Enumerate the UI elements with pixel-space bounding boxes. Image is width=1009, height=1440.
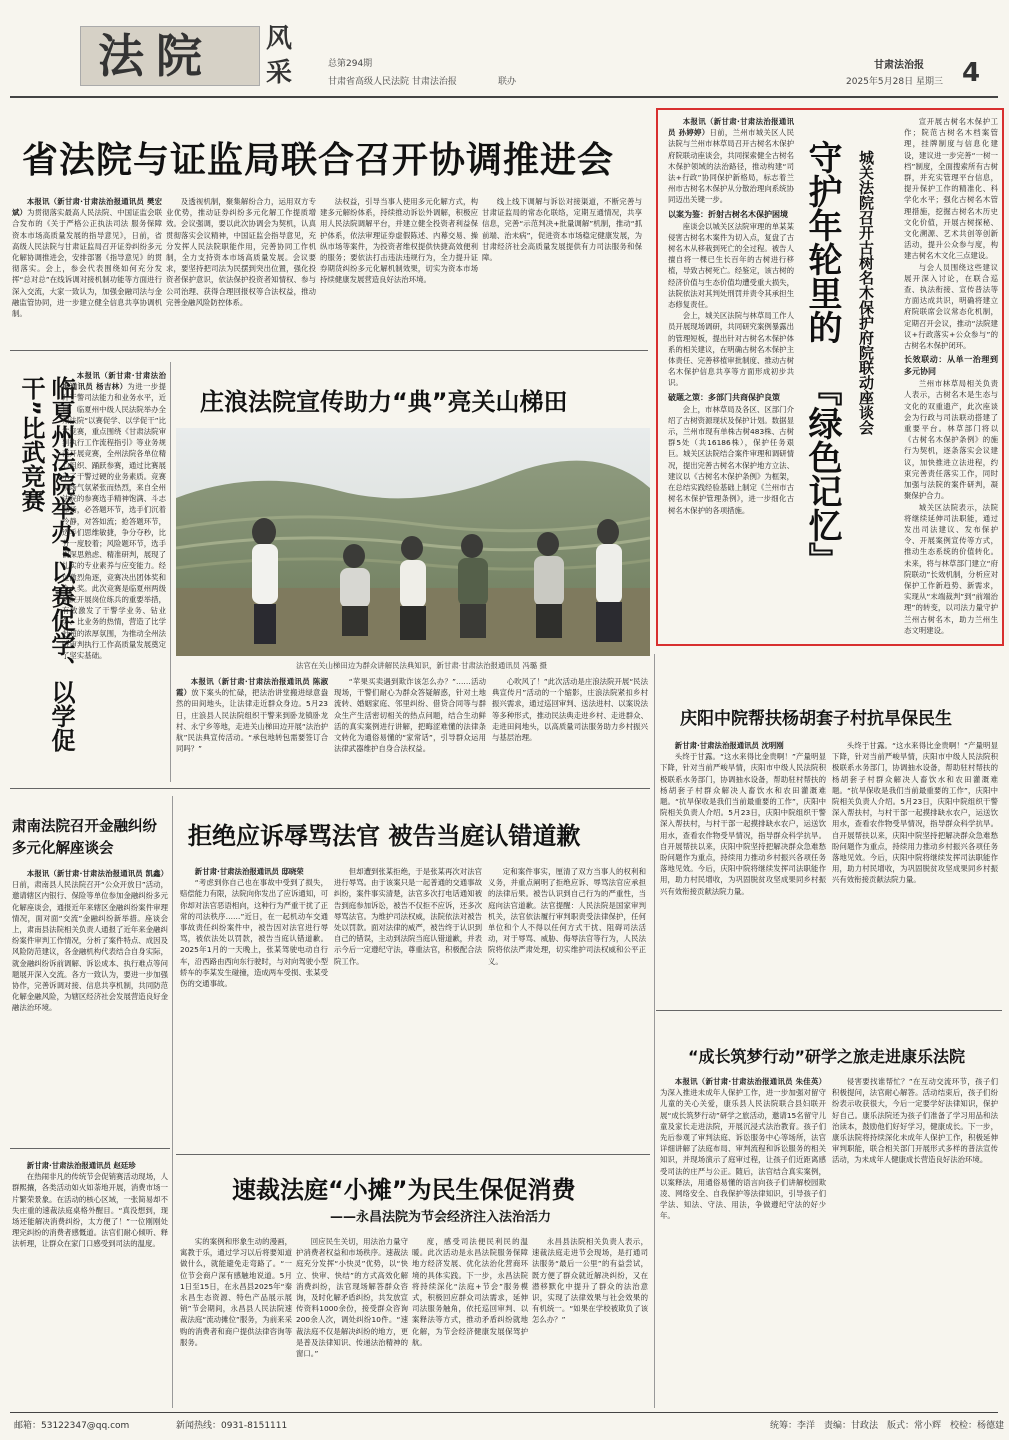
feature-col-1 <box>668 116 794 642</box>
insult-text-1: “考虑到你自己也在事故中受到了损失，赔偿能力有限，法院向你发出了应诉通知，可你却对法官恶语相向，这种行为严重干扰了正常的司法秩序……”近日，在一起机动车交通事故责任纠纷案件中，被告因对法官进行辱骂，被依法处以罚款，被告当庭认错道歉。2025年1月的一天晚上，张某驾驶电动自行车，沿西路由西向东行驶时，与对向驾驶小型轿车的李某发生碰撞，造成两车受损、张某受伤的交通事故。 <box>180 878 328 989</box>
qingyang-col-2 <box>832 740 998 1002</box>
insult-rule <box>176 1154 650 1155</box>
linxia-text: 为进一步提升干警司法能力和业务水平，近日，临夏州中级人民法院举办全州法院“以赛促学、以学促干”比武竞赛，重点围绕《甘肃法院审判执行工作流程指引》等业务规范开展竞赛，全州法院各单位精心组织、踊跃参赛，通过比赛展示了干警过硬的业务素质。竞赛现场气氛紧张而热烈，来自全州法院的参赛选手精神饱满、斗志昂扬，必答题环节，选手们沉着冷静，对答如流；抢答题环节，选手们思维敏捷，争分夺秒，比分一度胶着；风险题环节，选手们深思熟虑、精准研判，展现了扎实的专业素养与应变能力。经过激烈角逐，竞赛决出团体奖和个人奖。此次竞赛是临夏州两级法院开展岗位练兵的重要举措，有效激发了干警学业务、钻业务、比业务的热情，营造了比学赶超的浓厚氛围，为推动全州法院审判执行工作高质量发展奠定了坚实基础。 <box>62 382 166 661</box>
feature-para-1: 日前，兰州市城关区人民法院与兰州市林草局召开古树名木保护府院联动座谈会，共同探索健全古树名木保护领域的法治路径，推动构建“司法+行政”协同保护新格局，标志着兰州市古树名木保护从分散治理向系统协同迈出关键一步。 <box>668 128 794 205</box>
speedy-text-3: 度，感受司法便民利民的温暖。此次活动是永昌法院服务保障地方经济发展、优化法治化营商环境的具体实践。下一步，永昌法院将持续深化“法庭+节会”服务模式，积极回应群众司法需求，延伸司法服务触角，依托巡回审判、以案释法等方式，推动矛盾纠纷就地化解，为节会经济健康发展保驾护航。 <box>412 1237 528 1347</box>
feature-byline: 本报讯（新甘肃·甘肃法治报通讯员 孙婷婷） <box>668 117 794 138</box>
joint-label: 联办 <box>498 77 517 87</box>
qingyang-col-1 <box>660 740 826 1002</box>
linxia-byline: 本报讯（新甘肃·甘肃法治报通讯员 杨吉林） <box>62 371 166 392</box>
feature-para-5: 宣开展古树名木保护工作；院范古树名木档案管理，挂牌制度与信息化建设，建议进一步完善“一树一档”制度，全面搜索所有古树群，并充实管理平台信息，提升保护工作的精准化、科学化水平；强化古树名木管理措施，挖掘古树名木历史文化价值，开展古树探秘、文化溯源、艺术共创等创新活动，提升公众参与度，构建古树名木文化三点建设。 <box>904 117 998 261</box>
kangle-col-1 <box>660 1076 826 1406</box>
issue-label: 总第294期 <box>328 59 373 69</box>
lead-col-2 <box>166 196 316 342</box>
speedy-col-1 <box>180 1236 292 1406</box>
insult-col-3 <box>488 866 646 1146</box>
feature-para-6: 与会人员围绕这些建议展开深入讨论，在联合巡查、执法衔接、宣传普法等方面达成共识，明确将建立府院联席会议常态化机制，定期召开会议，推动“法院建议+行政落实+公众参与”的古树名木保护闭环。 <box>904 262 998 351</box>
mid-rule <box>10 788 650 789</box>
linxia-rule <box>170 362 171 782</box>
sunan-rule <box>10 1148 170 1149</box>
qingyang-headline: 庆阳中院帮扶杨胡套子村抗旱保民生 <box>680 709 952 729</box>
zhuanglang-byline: 本报讯（新甘肃·甘肃法治报通讯员 陈淑霞） <box>176 677 328 698</box>
lead-col-1 <box>12 196 162 342</box>
feature-para-2: 座谈会以城关区法院审理的单某某侵害古树名木案件为切入点，复盘了古树名木从移栽到死亡的全过程。被告人擅自将一棵已生长百年的古树进行移植，导致古树死亡。经鉴定，该古树的经济价值与生态价值均遭受重大损失，法院依法对其判处刑罚并责令其承担生态修复责任。 <box>668 221 794 310</box>
kangle-byline: 本报讯（新甘肃·甘肃法治报通讯员 朱佳英） <box>674 1077 826 1086</box>
zhuanglang-col-1 <box>176 676 328 780</box>
insult-headline: 拒绝应诉辱骂法官 被告当庭认错道歉 <box>188 822 581 850</box>
kangle-text-2: 侵害要找谁帮忙？”在互动交流环节，孩子们积极提问，法官耐心解答。活动结束后，孩子们纷纷表示收获很大，今后一定要学好法律知识，保护好自己。康乐法院还为孩子们准备了学习用品和法治读本，鼓励他们好好学习，健康成长。下一步，康乐法院将持续深化未成年人保护工作，积极延伸审判职能，联合相关部门开展形式多样的普法宣传活动，为未成年人健康成长营造良好法治环境。 <box>832 1077 998 1165</box>
speedy-headline: 速裁法庭“小摊”为民生保促消费 <box>232 1176 576 1204</box>
lead-col-3 <box>320 196 478 342</box>
footer-editors: 统筹：李洋 责编：甘政法 版式：常小辉 校检：杨德建 <box>770 1421 1005 1431</box>
insult-col-1 <box>180 866 328 1146</box>
feature-para-3: 会上，城关区法院与林草局工作人员开展现场调研，共同研究案例暴露出的管理短板，提出针对古树名木保护体系的相关建议，在明确古树名木保护主体责任、完善移植审批制度、推动古树名木保护信息共享等方面形成初步共识。 <box>668 311 794 388</box>
speedy-text-2: 回应民生关切，用法治力量守护消费者权益和市场秩序。速裁法庭充分发挥“小快灵”优势，以“快立、快审、快结”的方式高效化解消费纠纷，法官现场解答群众咨询，及时化解矛盾纠纷，共发放宣传资料1000余份，接受群众咨询200余人次，调处纠纷10件。“速裁法庭不仅是解决纠纷的地方，更是普及法律知识、传递法治精神的窗口。” <box>296 1237 408 1359</box>
footer-rule <box>10 1412 998 1413</box>
qingyang-rule <box>656 1010 1002 1011</box>
feature-para-8: 城关区法院表示，法院将继续延伸司法职能，通过发出司法建议、发布保护令、开展案例宣传等方式，推动生态系统的价值转化。未来，将与林草部门建立“府院联动”长效机制，分析应对保护工作新趋势、新需求，实现从“末端裁判”到“前端治理”的转变，以司法力量守护兰州古树名木，助力兰州生态文明建设。 <box>904 502 998 635</box>
speedy-subheadline: ——永昌法院为节会经济注入法治活力 <box>330 1210 552 1225</box>
zhuanglang-text-1: 放下案头的忙碌，把法治讲堂搬进绿意盎然的田间地头，让法律走近群众身边。5月23日，庄浪县人民法院组织干警来到卧龙镇卧龙村、永宁乡等地，走进关山梯田边开展“法治护航”民法典宣传活动。“承包地转包需要签订合同吗？” <box>176 688 328 754</box>
sunan-col-2 <box>12 1160 168 1406</box>
zhuanglang-headline: 庄浪法院宣传助力“典”亮关山梯田 <box>200 388 568 416</box>
insult-text-2: 但却遭到张某拒绝，于是张某再次对法官进行辱骂。由于该案只是一起普通的交通事故纠纷，案件事实清楚，法官多次打电话通知被告到庭参加诉讼，被告不仅拒不应诉，还多次辱骂法官。为维护司法权威，法院依法对被告处以罚款。面对法律的威严，被告终于认识到自己的错误，主动到法院当庭认错道歉，并表示今后一定遵纪守法，尊重法官，积极配合法院工作。 <box>334 867 482 966</box>
feature-para-7: 兰州市林草局相关负责人表示，古树名木是生态与文化的双重遗产，此次座谈会为行政与司法联动搭建了重要平台。林草部门将以《古树名木保护条例》的施行为契机，逐条落实会议建议，加快推进立法进程，约束完善责任落实工作，同时加强与法院的案件研判，凝聚保护合力。 <box>904 379 998 501</box>
sunan-headline <box>12 816 168 860</box>
feature-col-2 <box>904 116 998 642</box>
section-subtitle-1: 风 <box>266 24 293 54</box>
issue-date: 2025年5月28日 星期三 <box>846 77 943 87</box>
sunan-headline-text: 肃南法院召开金融纠纷多元化解座谈会 <box>12 819 157 857</box>
lead-text-4: 线上线下调解与诉讼对接渠道，不断完善与甘肃证监局的常态化联络，定期互通情况，共享信息，完善“示范判决+批量调解”机制，推动“抓前端、治未病”，促进资本市场稳定健康发展，为甘肃经济社会高质量发展提供有力司法服务和保障。 <box>482 197 642 263</box>
insult-col-2 <box>334 866 482 1146</box>
qingyang-byline: 新甘肃·甘肃法治报通讯员 沈明刚 <box>674 741 784 750</box>
qingyang-text-repeat: 头终于甘露。“这水来得比金贵啊！”产量明显下降，针对当前严峻旱情，庆阳市中级人民法院积极联系水务部门，协调抽水设备，帮助驻村帮扶的杨胡套子村群众解决人畜饮水和农田灌溉难题。“抗旱保收是我们当前最重要的工作”，庆阳中院相关负责人介绍。5月23日，庆阳中院组织干警深入帮扶村，与村干部一起摸排缺水农户，运送饮用水，查看农作物受旱情况，指导群众科学抗旱。自开展帮扶以来，庆阳中院坚持把解决群众急难愁盼问题作为重点，持续用力推动乡村振兴各项任务落地见效。今后，庆阳中院将继续发挥司法职能作用，助力村民增收，为巩固脱贫攻坚成果同乡村振兴有效衔接贡献法院力量。 <box>832 741 998 885</box>
masthead <box>0 0 1009 104</box>
zhuanglang-text-3: 心吹风了！”此次活动是庄浪法院开展“民法典宣传月”活动的一个缩影，庄浪法院紧扣乡村振兴需求，通过巡回审判、送法进村、以案说法等多种形式，推动民法典走进乡村、走进群众、走进田间地头，以高质量司法服务助力乡村振兴与基层治理。 <box>492 677 648 743</box>
kangle-text: 为深入推进未成年人保护工作，进一步加强对留守儿童的关心关爱，康乐县人民法院联合县妇联开展“成长筑梦行动”研学之旅活动，邀请15名留守儿童及家长走进法院，开展沉浸式法治教育。孩子们先后参观了审判法庭、诉讼服务中心等场所，法官详细讲解了法庭布局、审判流程和诉讼服务的相关知识，并现场演示了庭审过程，让孩子们近距离感受司法的庄严与公正。随后，法官结合真实案例，以案释法，用通俗易懂的语言向孩子们讲解校园欺凌、网络安全、自我保护等法律知识，引导孩子们学法、知法、守法、用法，争做遵纪守法的好少年。 <box>660 1088 826 1221</box>
feature-sub-2: 破题之策：多部门共商保护良策 <box>668 392 780 402</box>
feature-para-4: 会上，市林草局及各区、区部门介绍了古树资源现状及保护计划。数据显示，兰州市现有单株古树483株、古树群5处（共16186株），保护任务艰巨。城关区法院结合案件审理和调研情况，提出完善古树名木保护地方立法、建议以《古树名木保护条例》为框架，在总结实践经验基础上制定《兰州市古树名木保护管理条例》，进一步细化古树名木保护的各项措施。 <box>668 404 794 515</box>
speedy-text-1: 实的案例和形象生动的漫画，寓教于乐，通过学习以后将要知道做什么，就能避免走弯路了。“一位节会商户深有感触地说道。5月1日至15日，在永昌县2025年“秦永昌生态资源、特色产品展示展销”节会期间，永昌县人民法院速裁法庭“流动摊位”服务，为前来采购的消费者和商户提供法律咨询等服务。 <box>180 1237 292 1347</box>
speedy-text-4: 永昌县法院相关负责人表示，速裁法庭走进节会现场，是打通司法服务“最后一公里”的有益尝试，既方便了群众就近解决纠纷，又在潜移默化中提升了群众的法治意识，实现了法律效果与社会效果的有机统一。“如果在学校被欺负了该怎么办？” <box>532 1237 648 1325</box>
right-vrule <box>654 654 655 1408</box>
sponsors: 甘肃省高级人民法院 甘肃法治报 <box>328 77 457 87</box>
lead-text-1: 为贯彻落实最高人民法院、中国证监会联合发布的《关于严格公正执法司法 服务保障资本市场高质量发展的指导意见》，日前，省高级人民法院与甘肃证监局召开证券纠纷多元化解协调推进会，安排部署《指导意见》的贯彻落实。会上，参会代表围绕如何充分发挥“总对总”在线诉调对接机制功能等方面进行深入交流，大家一致认为，加强金融司法与金融监管协同，进一步建立健全信息共享协调机制。 <box>12 208 162 319</box>
lead-bottom-rule <box>10 350 648 351</box>
feature-sub-3: 长效联动：从单一治理到多元协同 <box>904 355 998 377</box>
feature-headline-1: 守护年轮里的 <box>802 140 842 344</box>
section-title: 法院 <box>98 29 214 83</box>
sunan-col <box>12 868 168 1142</box>
qingyang-text: 头终于甘露。“这水来得比金贵啊！”产量明显下降，针对当前严峻旱情，庆阳市中级人民法院积极联系水务部门，协调抽水设备，帮助驻村帮扶的杨胡套子村群众解决人畜饮水和农田灌溉难题。“抗旱保收是我们当前最重要的工作”，庆阳中院相关负责人介绍。5月23日，庆阳中院组织干警深入帮扶村，与村干部一起摸排缺水农户，运送饮用水，查看农作物受旱情况，指导群众科学抗旱。自开展帮扶以来，庆阳中院坚持把解决群众急难愁盼问题作为重点，持续用力推动乡村振兴各项任务落地见效。今后，庆阳中院将继续发挥司法职能作用，助力村民增收，为巩固脱贫攻坚成果同乡村振兴有效衔接贡献法院力量。 <box>660 752 826 896</box>
kangle-col-2 <box>832 1076 998 1406</box>
zhuanglang-col-2 <box>334 676 486 780</box>
linxia-col <box>62 370 166 782</box>
lead-text-3: 法权益，引导当事人使用多元化解方式，构建多元解纷体系，持续推动诉讼外调解，积极应用人民法院调解平台，并建立健全投资者利益保护体系，依法审理证券虚假陈述、内幕交易、操纵市场等案件，为投资者维权提供快捷高效便利的服务；要依法打击违法违规行为，全力提升证券期货纠纷多元化解机制效果，切实为资本市场持续健康发展营造良好法治环境。 <box>320 197 478 285</box>
insult-text-3: 定和案件事实，厘清了双方当事人的权利和义务，并重点阐明了拒绝应诉、辱骂法官应承担的法律后果。被告认识到自己行为的严重性，当庭向法官道歉。法官提醒：人民法院是国家审判机关，法官依法履行审判职责受法律保护，任何单位和个人不得以任何方式干扰、阻碍司法活动，对于辱骂、威胁、侮辱法官等行为，人民法院将依法严肃处理，切实维护司法权威和公平正义。 <box>488 867 646 966</box>
sunan-vrule <box>172 796 173 1408</box>
sunan-text: 日前，肃南县人民法院召开“公众开放日”活动，邀请辖区内银行、保险等单位参加金融纠纷多元化解座谈会，通报近年来辖区金融纠纷案件审理情况，面对面“交流”金融纠纷新举措。座谈会上，肃南县法院相关负责人通报了近年来金融纠纷案件审判工作情况，分析了案件特点、成因及风险防范建议，各金融机构代表结合自身实际，就金融纠纷诉前调解、诉讼成本、执行难点等问题展开深入交流。各方一致认为，要进一步加强协作，完善诉调对接、信息共享机制，共同防范化解金融风险，为辖区经济社会发展营造良好金融法治环境。 <box>12 880 168 1013</box>
feature-subheadline: 城关法院召开古树名木保护府院联动座谈会 <box>857 150 875 435</box>
kangle-headline: “成长筑梦行动”研学之旅走进康乐法院 <box>688 1047 966 1066</box>
section-subtitle-2: 采 <box>266 58 293 88</box>
masthead-rule <box>10 96 998 98</box>
linxia-headline: 临夏州法院举办“以赛促学、以学促干”比武竞赛 <box>17 376 75 752</box>
speedy-col-3 <box>412 1236 528 1406</box>
zhuanglang-col-3 <box>492 676 648 780</box>
photo-caption: 法官在关山梯田边为群众讲解民法典知识，新甘肃·甘肃法治报通讯员 冯璐 摄 <box>296 661 547 670</box>
lead-col-4 <box>482 196 642 342</box>
footer-hotline: 新闻热线：0931-8151111 <box>176 1421 288 1431</box>
sunan-byline: 本报讯（新甘肃·甘肃法治报通讯员 凯鑫） <box>26 869 168 878</box>
speedy-col-4 <box>532 1236 648 1406</box>
speedy-col-2 <box>296 1236 408 1406</box>
lead-text-2: 及透视机制，聚集解纷合力，运用双方专业优势，推动证券纠纷多元化解工作提质增效。会议强调，要以此次协调会为契机，认真贯彻落实会议精神，中国证监会指导意见，充分发挥人民法院职能作用，完善协同工作机制，全力支持资本市场高质量发展。会议要求，要坚持把司法为民摆到突出位置，强化投资者保护意识，依法保护投资者知情权、参与公司治理、获得合理回报权等合法权益，推动完善金融风险防控体系。 <box>166 197 316 307</box>
zhuanglang-photo <box>176 428 650 656</box>
page-number: 4 <box>962 58 981 88</box>
feature-sub-1: 以案为鉴：折射古树名木保护困境 <box>668 209 788 219</box>
sunan-text-2: 在热闹非凡的传统节会促销赛活动现场，人群熙攘，各类活动如火如荼地开展，消费市场一片繁荣景象。在活动的核心区域，一张简易却不失庄重的速裁法庭桌格外醒目。“真没想到，现场还能解决消费纠纷，太方便了！”一位刚刚处理完纠纷的消费者感慨道。法官们耐心倾听、释法析理，让群众在家门口感受到司法的温度。 <box>12 1172 168 1249</box>
feature-headline-2: 『绿色记忆』 <box>802 372 842 576</box>
photo-figures-icon <box>176 428 650 656</box>
lead-headline: 省法院与证监局联合召开协调推进会 <box>22 140 615 181</box>
paper-name: 甘肃法治报 <box>874 60 924 71</box>
footer-email: 邮箱：53122347@qq.com <box>14 1421 130 1431</box>
zhuanglang-text-2: “苹果买卖遇到欺诈该怎么办？”……活动现场，干警们耐心为群众答疑解惑，针对土地流转、婚姻家庭、邻里纠纷、借贷合同等与群众生产生活密切相关的热点问题，结合生动鲜活的真实案例进行讲解，把晦涩难懂的法律条文转化为通俗易懂的“家常话”，引导群众运用法律武器维护自身合法权益。 <box>334 677 486 754</box>
sunan-byline-2: 新甘肃·甘肃法治报通讯员 赵廷珍 <box>26 1161 136 1170</box>
insult-byline: 新甘肃·甘肃法治报通讯员 邸晓荣 <box>194 867 304 876</box>
lead-byline: 本报讯（新甘肃·甘肃法治报通讯员 樊宏斌） <box>12 197 162 218</box>
